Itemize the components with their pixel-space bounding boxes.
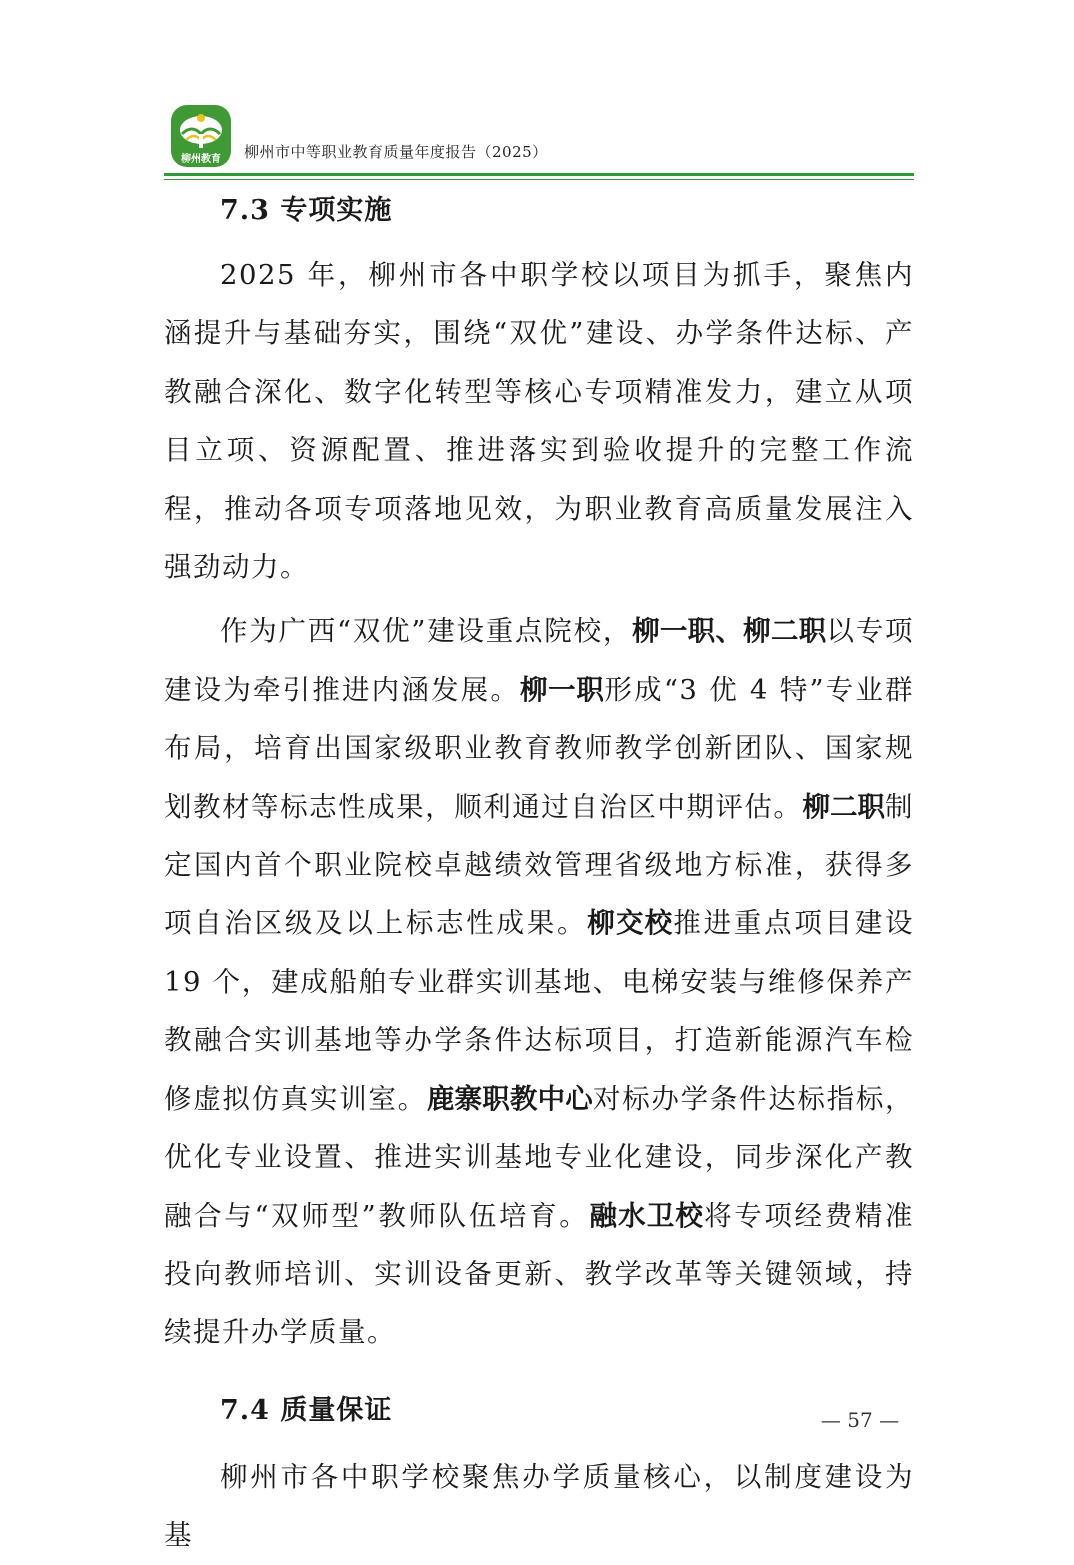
liuzhou-education-logo [170,104,232,168]
paragraph-text: 以专项建设为牵引推进内涵发展。 [164,615,914,706]
paragraph-text: 将专项经费精准投向教师培训、实训设备更新、教学改革等关键领域，持续提升办学质量。 [164,1199,915,1349]
header-rule [164,173,914,176]
section-heading: 7.3 专项实施 [220,195,393,226]
school-name-bold: 柳一职、柳二职 [632,615,827,648]
school-name-bold: 鹿寨职教中心 [426,1082,594,1115]
logo-text: 柳州教育 [181,154,221,165]
paragraph [164,602,914,1361]
paragraph-text: 制定国内首个职业院校卓越绩效管理省级地方标准，获得多项自治区级及以上标志性成果。 [164,790,915,940]
paragraph-text: 2025 年，柳州市各中职学校以项目为抓手，聚焦内涵提升与基础夯实，围绕“双优”建设、办学条件达标、产教融合深化、数字化转型等核心专项精准发力，建立从项目立项、资源配置、推进落实到验收提升的完整工作流程，推动各项专项落地见效，为职业教育高质量发展注入强劲动力。 [164,259,914,584]
paragraph-text: 作为广西“双优”建设重点院校， [220,615,633,648]
school-name-bold: 柳一职 [520,673,605,706]
page-number: — 57 — [820,1408,900,1432]
paragraph-text: 形成“3 优 4 特”专业群布局，培育出国家级职业教育教师教学创新团队、国家规划教材等标志性成果，顺利通过自治区中期评估。 [164,673,914,823]
paragraph-text: 推进重点项目建设 19 个，建成船舶专业群实训基地、电梯安装与维修保养产教融合实训基地等办学条件达标项目，打造新能源汽车检修虚拟仿真实训室。 [164,907,915,1115]
paragraph [164,1448,914,1565]
header-title: 柳州市中等职业教育质量年度报告（2025） [244,143,548,161]
school-name-bold: 柳二职 [802,790,886,823]
paragraph [164,246,914,596]
paragraph-text: 柳州市各中职学校聚焦办学质量核心，以制度建设为基 [164,1460,914,1552]
section-heading: 7.4 质量保证 [220,1394,393,1426]
paragraph-text: 对标办学条件达标指标，优化专业设置、推进实训基地专业化建设，同步深化产教融合与“双师型”教师队伍培育。 [164,1082,915,1232]
page-content [164,186,914,1565]
page-header [164,100,914,170]
school-name-bold: 融水卫校 [589,1199,705,1232]
header-rule-thin [164,179,914,180]
school-name-bold: 柳交校 [587,907,674,940]
